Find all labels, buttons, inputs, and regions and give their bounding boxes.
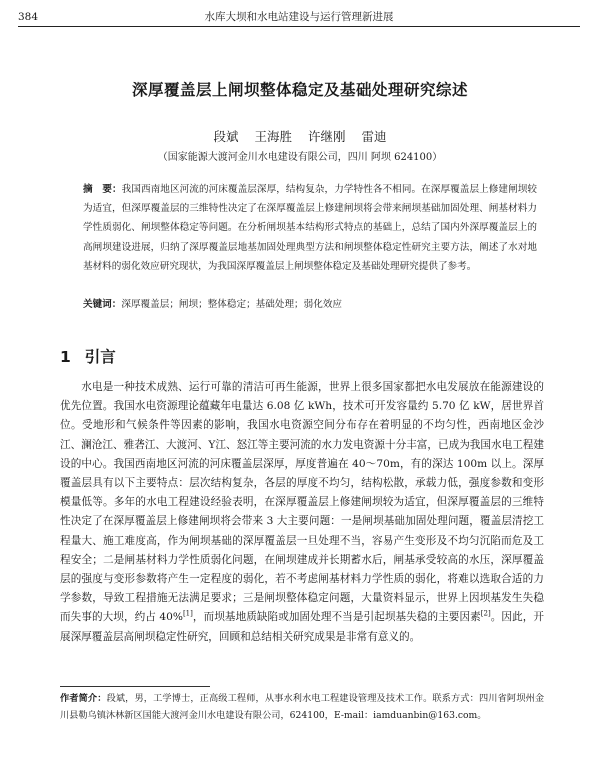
keywords-label: 关键词： <box>83 299 122 310</box>
paragraph-text-cont: ，而坝基地质缺陷或加固处理不当是引起坝基失稳的主要因素 <box>192 611 481 624</box>
citation-1: [1] <box>182 609 193 618</box>
affiliation: （国家能源大渡河金川水电建设有限公司，四川 阿坝 624100） <box>157 152 443 163</box>
abstract <box>83 180 537 276</box>
section-number: 1 <box>60 348 71 366</box>
keywords <box>83 296 537 314</box>
footnote-rule <box>60 686 210 687</box>
author-footnote <box>60 690 544 724</box>
abstract-text: 我国西南地区河流的河床覆盖层深厚，结构复杂，力学特性各不相同。在深厚覆盖层上修建闸坝较为适宜，但深厚覆盖层的三维特性决定了在深厚覆盖层上修建闸坝将会带来闸坝基础加固处理、闸基材料力学性质弱化、闸坝整体稳定等问题。在分析闸坝基本结构形式特点的基础上，总结了国内外深厚覆盖层上的高闸坝建设进展，归纳了深厚覆盖层地基加固处理典型方法和闸坝整体稳定性研究主要方法，阐述了水对地基材料的弱化效应研究现状，为我国深厚覆盖层上闸坝整体稳定及基础处理研究提供了参考。 <box>83 184 538 272</box>
authors: 段斌 王海胜 许继刚 雷迪 <box>213 129 387 144</box>
paper-title: 深厚覆盖层上闸坝整体稳定及基础处理研究综述 <box>131 81 468 99</box>
footnote-text: 段斌，男，工学博士，正高级工程师，从事水利水电工程建设管理及技术工作。联系方式：四川省阿坝州金川县勒乌镇沐林新区国能大渡河金川水电建设有限公司，624100，E-mail：iamduanbin@163.com。 <box>60 693 545 721</box>
keywords-text: 深厚覆盖层；闸坝；整体稳定；基础处理；弱化效应 <box>121 299 343 310</box>
header-rule <box>18 26 580 27</box>
body-paragraph <box>60 378 544 647</box>
running-header <box>18 8 580 26</box>
section-heading <box>60 345 116 367</box>
section-title: 引言 <box>84 348 116 366</box>
page-number: 384 <box>18 11 39 23</box>
paragraph-text-end: 。因此，开展深厚覆盖层高闸坝稳定性研究，回顾和总结相关研究成果是非常有意义的。 <box>60 611 545 643</box>
paragraph-text: 水电是一种技术成熟、运行可靠的清洁可再生能源，世界上很多国家都把水电发展放在能源建设的优先位置。我国水电资源理论蕴藏年电量达 6.08 亿 kWh，技术可开发容量约 5.70 亿 kW，居世界首位。受地形和气候条件等因素的影响，我国水电资源空间分布存在着明显的不均匀性，西南地区金沙江、澜沧江、雅砻江、大渡河、Y江、怒江等主要河流的水力发电资源十分丰富，已成为我国水电工程建设的中心。我国西南地区河流的河床覆盖层深厚，厚度普遍在 40～70m，有的深达 100m 以上。深厚覆盖层具有以下主要特点：层次结构复杂，各层的厚度不均匀，结构松散，承载力低，强度参数和变形模量低等。多年的水电工程建设经验表明，在深厚覆盖层上修建闸坝较为适宜，但深厚覆盖层的三维特性决定了在深厚覆盖层上修建闸坝将会带来 3 大主要问题：一是闸坝基础加固处理问题，覆盖层清挖工程量大、施工难度高，作为闸坝基础的深厚覆盖层一旦处理不当，容易产生变形及不均匀沉陷而危及工程安全；二是闸基材料力学性质弱化问题，在闸坝建成并长期蓄水后，闸基承受较高的水压，深厚覆盖层的强度与变形参数将产生一定程度的弱化，若不考虑闸基材料力学性质的弱化，将难以选取合适的力学参数，导致工程措施无法满足要求；三是闸坝整体稳定问题，大量资料显示，世界上因坝基发生失稳而失事的大坝，约占 40% <box>60 381 544 624</box>
footnote-label: 作者简介： <box>60 693 107 704</box>
abstract-label: 摘 要： <box>83 184 122 195</box>
journal-title: 水库大坝和水电站建设与运行管理新进展 <box>204 11 394 23</box>
citation-2: [2] <box>480 609 491 618</box>
